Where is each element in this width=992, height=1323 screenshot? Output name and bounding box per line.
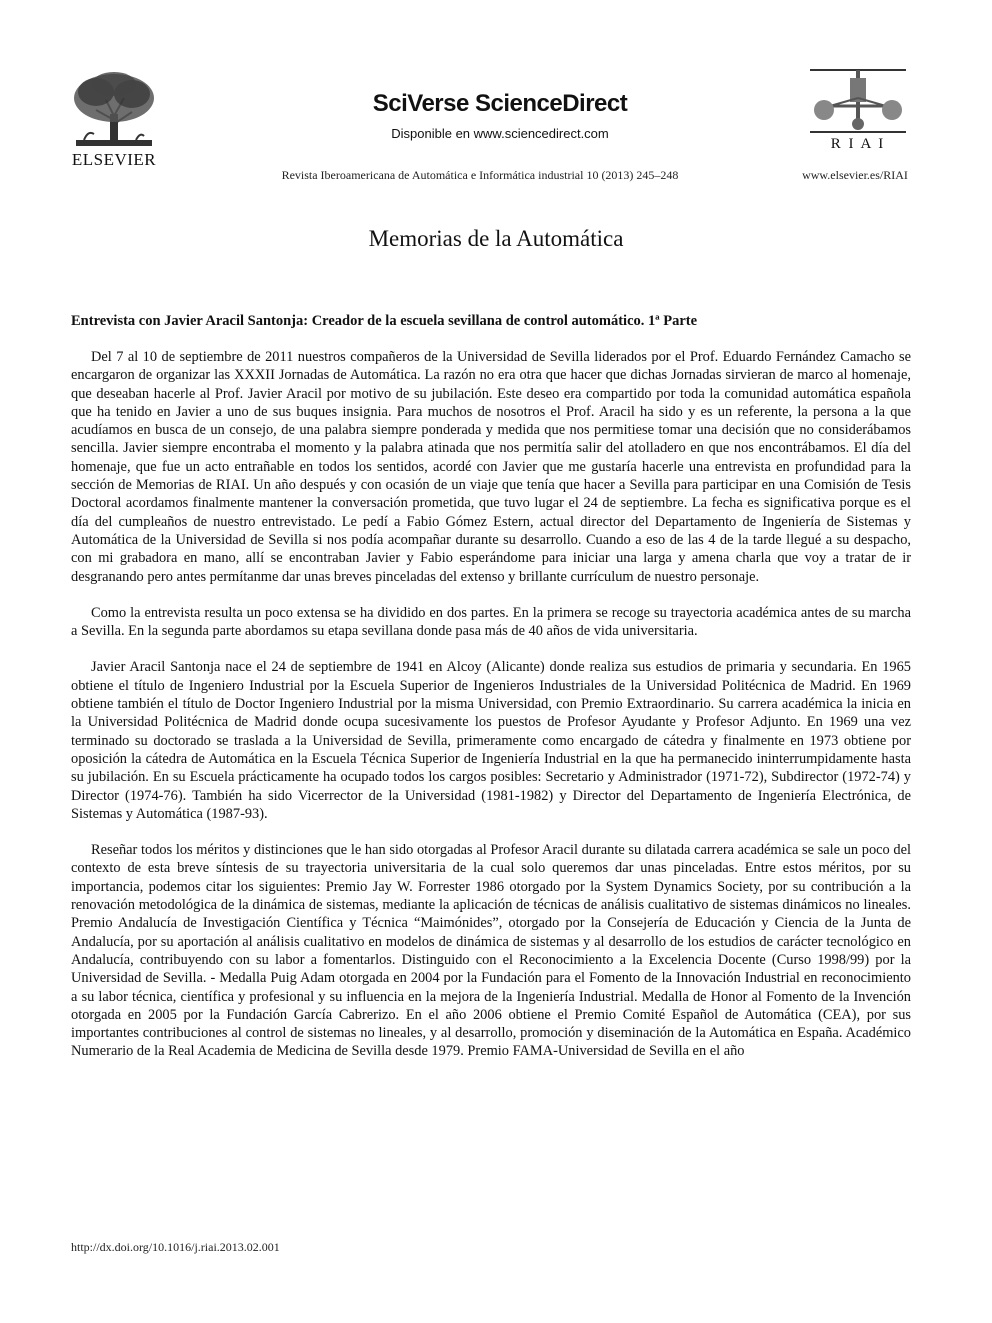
elsevier-tree-icon (66, 70, 162, 150)
sciencedirect-availability: Disponible en www.sciencedirect.com (391, 126, 609, 141)
riai-url: www.elsevier.es/RIAI (802, 168, 908, 182)
riai-logo (808, 68, 908, 158)
riai-wordmark: R I A I (830, 136, 886, 152)
paragraph: Del 7 al 10 de septiembre de 2011 nuestros compañeros de la Universidad de Sevilla liderados por el Prof. Eduardo Fernández Camacho se encargaron de organizar las XXXII Jornadas de Automática. La razón no era otra que hacer que dichas Jornadas sirvieran de marco al homenaje, que deseaban hacerle al Prof. Javier Aracil por motivo de su jubilación. Este deseo era compartido por toda la comunidad automática española que ha tenido en Javier a uno de sus buques insignia. Para muchos de nosotros el Prof. Aracil ha sido y es un referente, la persona a la que acudíamos en busca de un consejo, de una palabra siempre ponderada y medida que nos permitiese tomar una decisión que no considerábamos sencilla. Javier siempre encontraba el momento y la palabra atinada que nos permitía salir del atolladero en que nos encontrábamos. El día del homenaje, que fue un acto entrañable en todos los sentidos, acordé con Javier que me gustaría hacerle una entrevista en profundidad para la sección de Memorias de RIAI. Un año después y con ocasión de un viaje que tenía que hacer a Sevilla para participar en una Comisión de Tesis Doctoral acordamos finalmente mantener la conversación prometida, que tuvo lugar el 24 de septiembre. La fecha es significativa porque es el día del cumpleaños de nuestro entrevistado. Le pedí a Fabio Gómez Estern, actual director del Departamento de Ingeniería de Sistemas y Automática de la Universidad de Sevilla si nos podía acompañar durante su desarrollo. Cuando a eso de las 4 de la tarde llegué a su despacho, con mi grabadora en mano, allí se encontraban Javier y Fabio esperándome para iniciar una larga y amena charla que voy a tratar de ir desgranando pero antes permítanme dar unas breves pinceladas del extenso y brillante currículum de nuestro personaje. (71, 349, 911, 585)
riai-pendulum-icon (808, 68, 908, 134)
paragraph: Como la entrevista resulta un poco extensa se ha dividido en dos partes. En la primera se recoge su trayectoria académica antes de su marcha a Sevilla. En la segunda parte abordamos su etapa sevillana donde pasa más de 40 años de vida universitaria. (71, 604, 911, 640)
paragraph: Reseñar todos los méritos y distinciones que le han sido otorgadas al Profesor Aracil durante su dilatada carrera académica se sale un poco del contexto de esta breve síntesis de su trayectoria universitaria de la cual solo queremos dar unas pinceladas. Entre estos méritos, por su importancia, podemos citar los siguientes: Premio Jay W. Forrester 1986 otorgado por la System Dynamics Society, por su contribución a la renovación metodológica de la dinámica de sistemas, mediante la aplicación de técnicas de análisis cualitativo de sistemas dinámicos no lineales. Premio Andalucía de Investigación Científica y Técnica “Maimónides”, otorgado por la Consejería de Educación y Ciencia de la Junta de Andalucía, por su aportación al análisis cualitativo en modelos de dinámica de sistemas y al desarrollo de los estudios de carácter tecnológico en Andalucía, contribuyendo con su labor a fomentarlos. Distinguido con el Reconocimiento a la Excelencia Docente (Curso 1998/99) por la Universidad de Sevilla. - Medalla Puig Adam otorgada en 2004 por la Fundación para el Fomento de la Innovación Industrial en reconocimiento a su labor técnica, científica y profesional y su influencia en la mejora de la Ingeniería Industrial. Medalla de Honor al Fomento de la Invención otorgada en 2005 por la Fundación García Cabrerizo. En el año 2006 obtiene el Premio Comité Español de Automática (CEA), por sus importantes contribuciones al control de sistemas no lineales, y al desarrollo, promoción y diseminación de la Automática en España. Académico Numerario de la Real Academia de Medicina de Sevilla desde 1979. Premio FAMA-Universidad de Sevilla en el año (71, 842, 911, 1060)
journal-citation: Revista Iberoamericana de Automática e Informática industrial 10 (2013) 245–248 (281, 168, 679, 182)
article-body (71, 348, 911, 1079)
section-title: Memorias de la Automática (368, 226, 624, 251)
elsevier-logo (66, 70, 162, 174)
paragraph: Javier Aracil Santonja nace el 24 de septiembre de 1941 en Alcoy (Alicante) donde realiza sus estudios de primaria y secundaria. En 1965 obtiene el título de Ingeniero Industrial por la Escuela Superior de Ingenieros Industriales de la Universidad Politécnica de Madrid. En 1969 obtiene también el título de Doctor Ingeniero Industrial por la misma Universidad, con Premio Extraordinario. Su carrera académica la inicia en la Universidad Politécnica de Madrid donde ocupa sucesivamente los puestos de Profesor Ayudante y Profesor Adjunto. En 1969 una vez terminado su doctorado se traslada a la Universidad de Sevilla, primeramente como encargado de cátedra y finalmente en 1973 obtiene por oposición la cátedra de Automática en la Escuela Técnica Superior de Ingeniería Industrial en la que ha permanecido ininterrumpidamente hasta su jubilación. En su Escuela prácticamente ha ocupado todos los cargos posibles: Secretario y Administrador (1971-72), Subdirector (1972-74) y Director (1974-76). También ha sido Vicerrector de la Universidad (1981-1982) y Director del Departamento de Ingeniería Electrónica, de Sistemas y Automática (1987-93). (71, 659, 911, 822)
doi-link[interactable]: http://dx.doi.org/10.1016/j.riai.2013.02.001 (71, 1240, 280, 1254)
elsevier-wordmark: ELSEVIER (71, 150, 157, 169)
article-title: Entrevista con Javier Aracil Santonja: Creador de la escuela sevillana de control automático. 1ª Parte (71, 313, 698, 329)
sciencedirect-brand: SciVerse ScienceDirect (372, 90, 628, 117)
